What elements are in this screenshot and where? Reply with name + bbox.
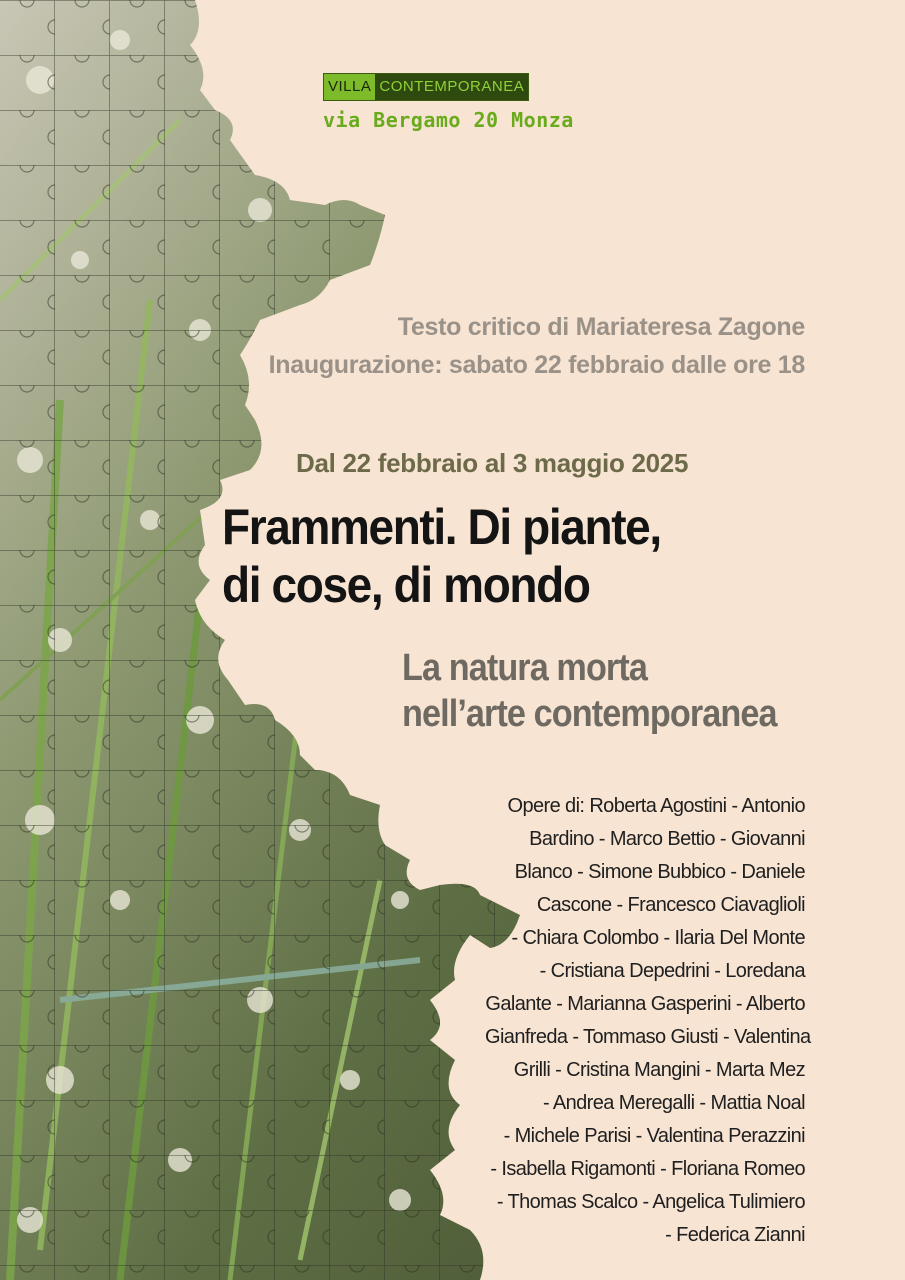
artists-line: Blanco - Simone Bubbico - Daniele: [514, 861, 805, 883]
artists-line: - Isabella Rigamonti - Floriana Romeo: [490, 1158, 805, 1180]
artists-line: - Thomas Scalco - Angelica Tulimiero: [496, 1191, 805, 1213]
event-info: [269, 308, 805, 384]
exhibition-subtitle: [402, 645, 834, 737]
subtitle-line: La natura morta: [402, 647, 647, 689]
venue-address: via Bergamo 20 Monza: [323, 108, 574, 132]
critic-text: Testo critico di Mariateresa Zagone: [397, 313, 805, 341]
artists-list: [485, 790, 811, 1252]
exhibition-dates: Dal 22 febbraio al 3 maggio 2025: [296, 448, 689, 478]
exhibition-title: [222, 498, 811, 614]
title-line: di cose, di mondo: [222, 557, 590, 613]
logo-villa-text: VILLA: [324, 74, 375, 100]
inauguration-text: Inaugurazione: sabato 22 febbraio dalle ore 18: [268, 351, 805, 379]
artists-line: Grilli - Cristina Mangini - Marta Mez: [513, 1059, 805, 1081]
artists-line: Opere di: Roberta Agostini - Antonio: [507, 795, 805, 817]
title-line: Frammenti. Di piante,: [222, 499, 661, 555]
subtitle-line: nell’arte contemporanea: [402, 693, 777, 735]
artists-line: - Cristiana Depedrini - Loredana: [539, 960, 805, 982]
villa-contemporanea-logo: [323, 73, 529, 101]
artists-line: - Andrea Meregalli - Mattia Noal: [542, 1092, 805, 1114]
artists-line: Cascone - Francesco Ciavaglioli: [536, 894, 805, 916]
logo-contemporanea-text: CONTEMPORANEA: [375, 74, 528, 100]
artists-line: Galante - Marianna Gasperini - Alberto: [485, 993, 805, 1015]
artists-line: Bardino - Marco Bettio - Giovanni: [529, 828, 805, 850]
artists-line: - Federica Zianni: [665, 1224, 805, 1246]
artists-line: - Chiara Colombo - Ilaria Del Monte: [511, 927, 805, 949]
artists-line: Gianfreda - Tommaso Giusti - Valentina: [485, 1026, 811, 1048]
artists-line: - Michele Parisi - Valentina Perazzini: [503, 1125, 805, 1147]
